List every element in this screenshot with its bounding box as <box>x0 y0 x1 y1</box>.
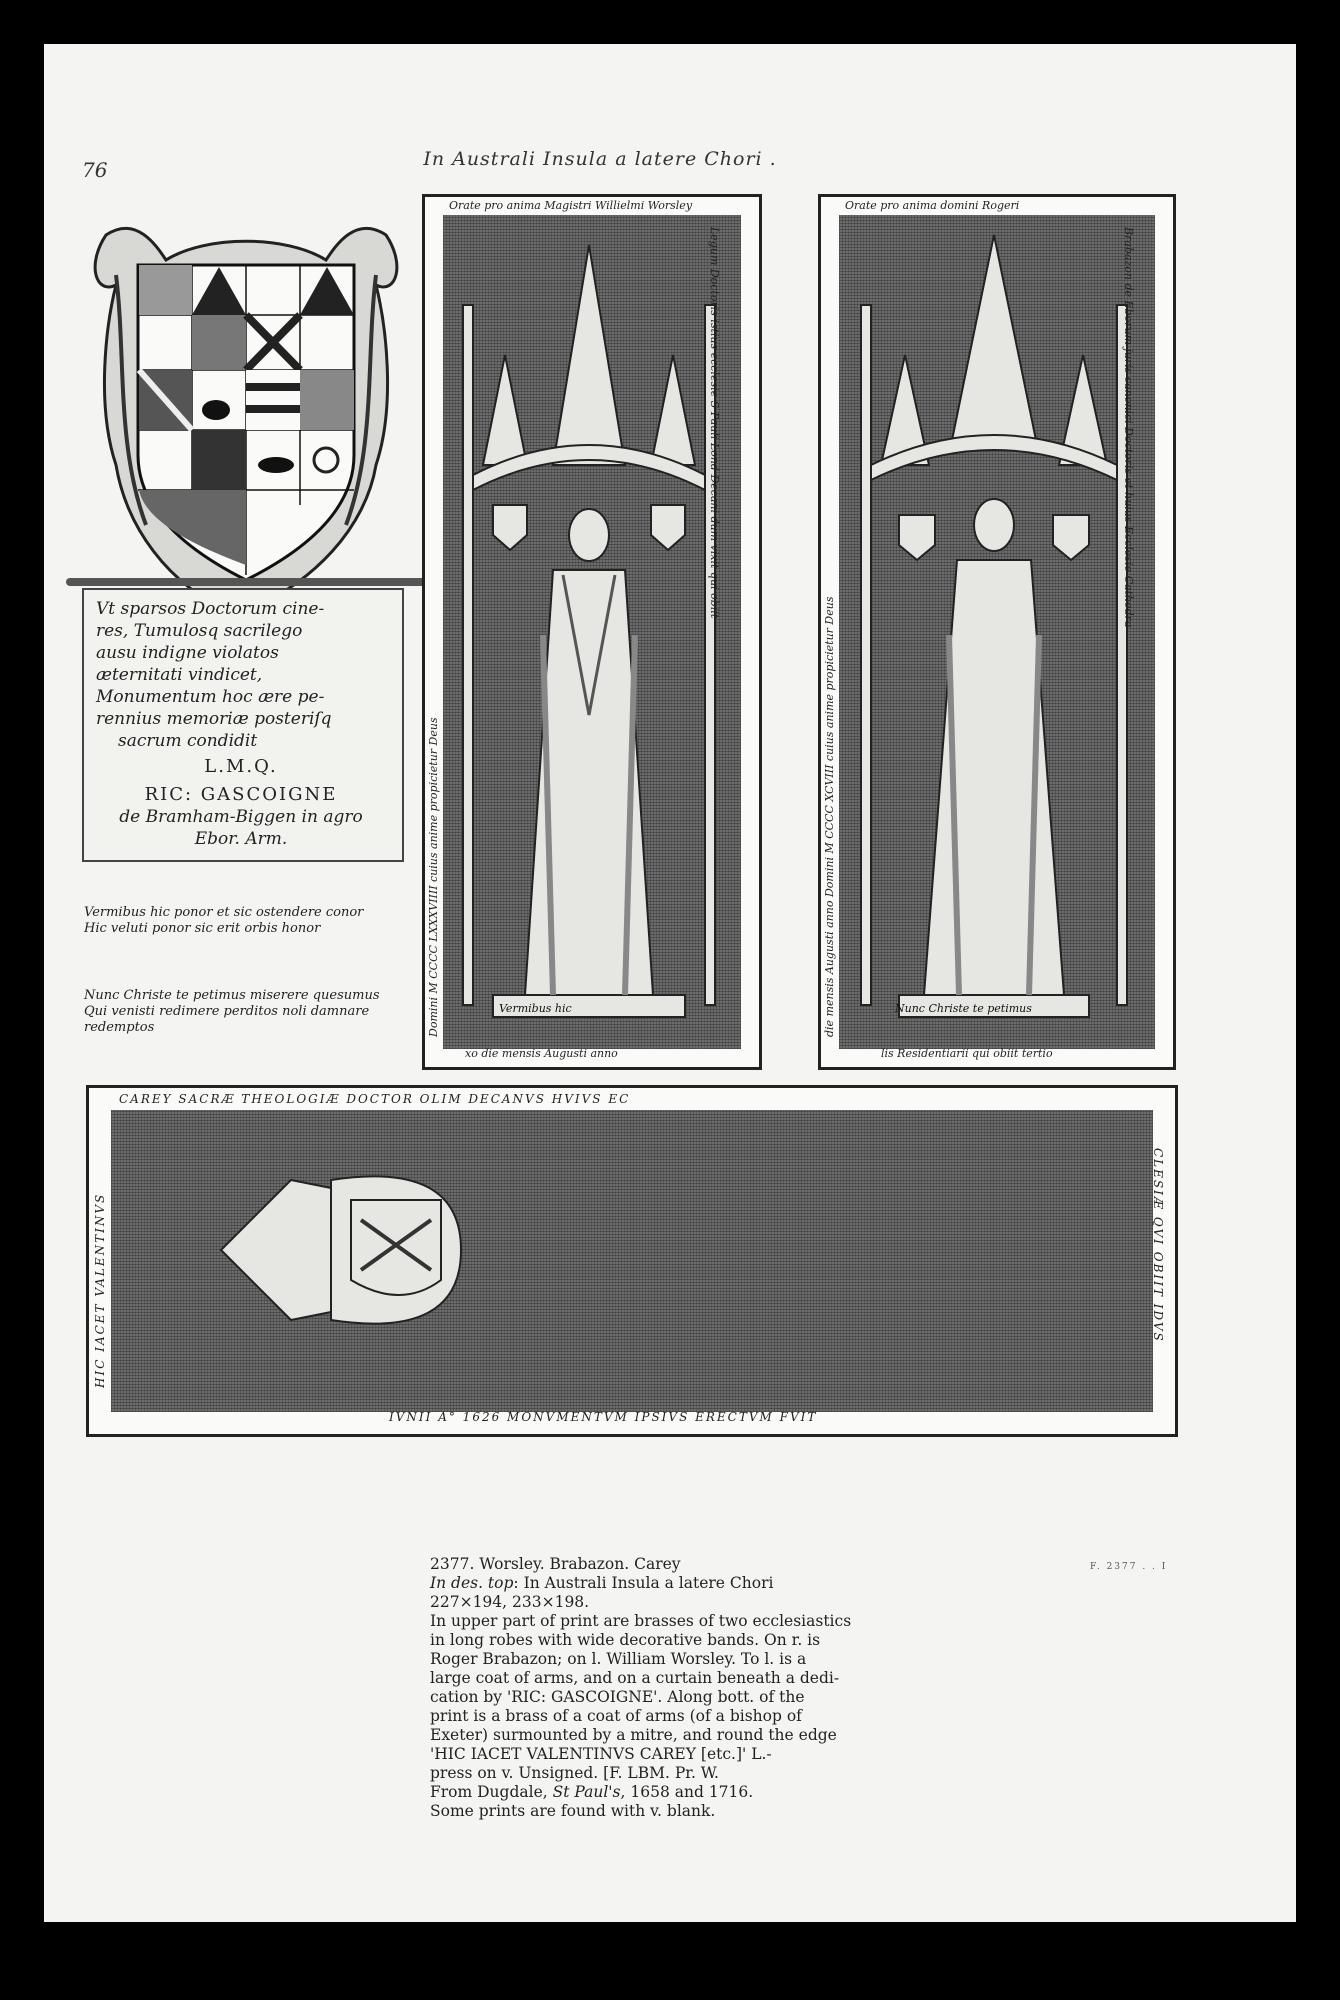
source-title: St Paul's <box>552 1783 621 1801</box>
dedication-line: æternitati vindicet, <box>96 665 263 685</box>
dedication-place: de Bramham-Biggen in agro <box>119 807 363 827</box>
entry-description-line: Exeter) surmounted by a mitre, and round the edge <box>430 1726 837 1744</box>
brass-worsley <box>422 194 762 1070</box>
brass-edge-bottom: xo die mensis Augusti anno <box>465 1047 618 1060</box>
coat-of-arms-icon <box>86 205 406 625</box>
dedication-text <box>96 598 386 850</box>
brass-carey <box>86 1085 1178 1437</box>
dedication-line: Vt sparsos Doctorum cine- <box>96 599 325 619</box>
dedication-line: Monumentum hoc ære pe- <box>96 687 325 707</box>
brass-edge-right: Brabazon de Eborum juris canonici Doctoris et huius Ecclesie Cathedra <box>1122 227 1135 628</box>
dedication-line: ausu indigne violatos <box>96 643 279 663</box>
verse-line: Nunc Christe te petimus miserere quesumus <box>84 988 380 1003</box>
entry-dimensions: 227×194, 233×198. <box>430 1593 590 1611</box>
ecclesiastic-figure-icon <box>839 215 1149 1043</box>
entry-title: 2377. Worsley. Brabazon. Carey <box>430 1555 681 1573</box>
brass-edge-bottom: IVNII A° 1626 MONVMENTVM IPSIVS ERECTVM FVIT <box>389 1410 818 1424</box>
dedication-line: sacrum condidit <box>118 731 258 751</box>
entry-note: Some prints are found with v. blank. <box>430 1802 716 1820</box>
brass-edge-left: HIC IACET VALENTINVS <box>93 1192 107 1388</box>
brass-edge-top: Orate pro anima Magistri Willielmi Worsley <box>449 199 693 212</box>
entry-description-line: Roger Brabazon; on l. William Worsley. To l. is a <box>430 1650 807 1668</box>
brass-plate <box>839 215 1155 1049</box>
brass-plate <box>111 1110 1153 1412</box>
entry-source <box>430 1783 890 1802</box>
brass-brabazon <box>818 194 1176 1070</box>
source-pre: From Dugdale, <box>430 1783 553 1801</box>
entry-description-line: large coat of arms, and on a curtain beneath a dedi- <box>430 1669 840 1687</box>
banner-rod <box>66 578 426 586</box>
entry-description-line: in long robes with wide decorative bands. On r. is <box>430 1631 821 1649</box>
verse-line: Qui venisti redimere perditos noli damnare redemptos <box>84 1004 370 1035</box>
coat-of-arms-illustration <box>86 205 406 625</box>
page-number: 76 <box>82 158 108 182</box>
dedication-place: Ebor. Arm. <box>194 829 288 849</box>
verse-line: Vermibus hic ponor et sic ostendere conor <box>84 905 364 920</box>
entry-inscription <box>430 1574 890 1593</box>
ecclesiastic-figure-icon <box>443 215 735 1043</box>
entry-description-line: print is a brass of a coat of arms (of a bishop of <box>430 1707 802 1725</box>
inscription-label: In des. top <box>430 1574 514 1592</box>
brass-edge-left: Domini M CCCC LXXXVIIII cuius anime propicietur Deus <box>427 717 440 1037</box>
source-post: , 1658 and 1716. <box>620 1783 754 1801</box>
brass-edge-right: CLESIÆ QVI OBIIT IDVS <box>1151 1148 1165 1343</box>
catalogue-entry <box>430 1555 890 1821</box>
verse-line: Hic veluti ponor sic erit orbis honor <box>84 921 321 936</box>
entry-description-line: press on v. Unsigned. [F. LBM. Pr. W. <box>430 1764 719 1782</box>
brass-plate <box>443 215 741 1049</box>
mitre-and-arms-icon <box>111 1110 1147 1406</box>
dedication-line: rennius memoriæ posteriſq <box>96 709 332 729</box>
margin-mark: F. 2377 . . I <box>1090 1562 1168 1572</box>
entry-description-line: 'HIC IACET VALENTINVS CAREY [etc.]' L.- <box>430 1745 772 1763</box>
verse-second <box>84 988 414 1036</box>
verse-first <box>84 905 414 937</box>
brass-edge-bottom: lis Residentiarii qui obiit tertio <box>881 1047 1053 1060</box>
dedication-name: RIC: GASCOIGNE <box>144 784 338 805</box>
page-header: In Australi Insula a latere Chori . <box>423 148 777 170</box>
entry-description-line: In upper part of print are brasses of two ecclesiastics <box>430 1612 852 1630</box>
brass-edge-top: CAREY SACRÆ THEOLOGIÆ DOCTOR OLIM DECANVS HVIVS EC <box>119 1092 631 1106</box>
brass-scroll: Vermibus hic <box>499 1002 572 1015</box>
brass-edge-top: Orate pro anima domini Rogeri <box>845 199 1020 212</box>
brass-scroll: Nunc Christe te petimus <box>895 1002 1032 1015</box>
dedication-initials: L.M.Q. <box>204 756 278 777</box>
dedication-line: res, Tumulosq sacrilego <box>96 621 303 641</box>
brass-edge-left: die mensis Augusti anno Domini M CCCC XCVIII cuius anime propicietur Deus <box>823 596 836 1037</box>
inscription-text: : In Australi Insula a latere Chori <box>513 1574 774 1592</box>
entry-description-line: cation by 'RIC: GASCOIGNE'. Along bott. of the <box>430 1688 805 1706</box>
brass-edge-right: Legum Doctoris istius ecclesie S Pauli Lond Decani dum vixit qui obiit <box>708 227 721 619</box>
